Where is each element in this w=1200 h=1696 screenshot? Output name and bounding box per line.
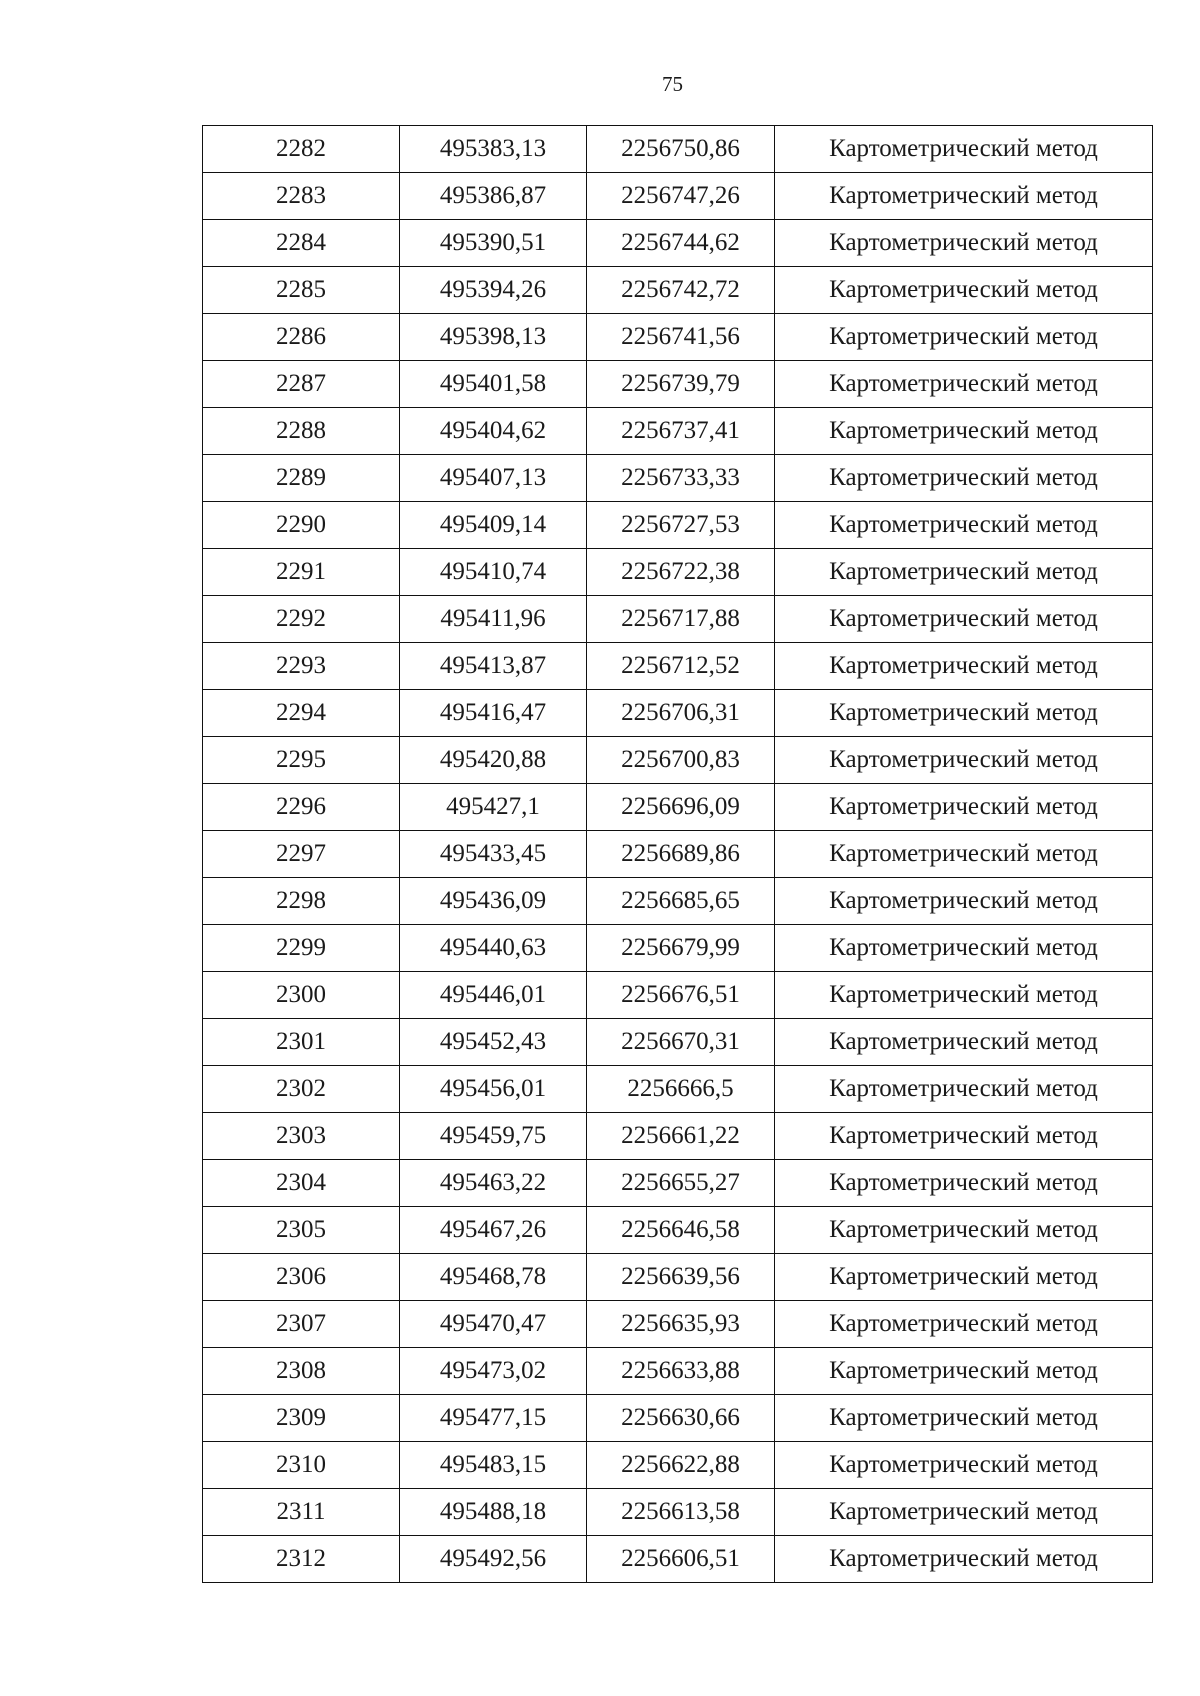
table-row	[203, 972, 1153, 1019]
point-number-cell: 2305	[203, 1207, 400, 1254]
point-number-cell: 2300	[203, 972, 400, 1019]
table-row	[203, 1019, 1153, 1066]
method-cell: Картометрический метод	[775, 1489, 1153, 1536]
y-coordinate-cell: 2256622,88	[587, 1442, 775, 1489]
y-coordinate-cell: 2256633,88	[587, 1348, 775, 1395]
point-number-cell: 2297	[203, 831, 400, 878]
table-row	[203, 502, 1153, 549]
point-number-cell: 2304	[203, 1160, 400, 1207]
x-coordinate-cell: 495390,51	[400, 220, 587, 267]
table-row	[203, 408, 1153, 455]
y-coordinate-cell: 2256700,83	[587, 737, 775, 784]
point-number-cell: 2282	[203, 126, 400, 173]
point-number-cell: 2312	[203, 1536, 400, 1583]
method-cell: Картометрический метод	[775, 361, 1153, 408]
table-row	[203, 1066, 1153, 1113]
x-coordinate-cell: 495383,13	[400, 126, 587, 173]
method-cell: Картометрический метод	[775, 690, 1153, 737]
y-coordinate-cell: 2256606,51	[587, 1536, 775, 1583]
y-coordinate-cell: 2256676,51	[587, 972, 775, 1019]
method-cell: Картометрический метод	[775, 126, 1153, 173]
y-coordinate-cell: 2256670,31	[587, 1019, 775, 1066]
x-coordinate-cell: 495459,75	[400, 1113, 587, 1160]
method-cell: Картометрический метод	[775, 784, 1153, 831]
method-cell: Картометрический метод	[775, 737, 1153, 784]
x-coordinate-cell: 495477,15	[400, 1395, 587, 1442]
x-coordinate-cell: 495440,63	[400, 925, 587, 972]
y-coordinate-cell: 2256722,38	[587, 549, 775, 596]
method-cell: Картометрический метод	[775, 1207, 1153, 1254]
point-number-cell: 2310	[203, 1442, 400, 1489]
method-cell: Картометрический метод	[775, 1066, 1153, 1113]
point-number-cell: 2308	[203, 1348, 400, 1395]
table-row	[203, 737, 1153, 784]
method-cell: Картометрический метод	[775, 1395, 1153, 1442]
point-number-cell: 2303	[203, 1113, 400, 1160]
point-number-cell: 2302	[203, 1066, 400, 1113]
y-coordinate-cell: 2256679,99	[587, 925, 775, 972]
x-coordinate-cell: 495483,15	[400, 1442, 587, 1489]
method-cell: Картометрический метод	[775, 549, 1153, 596]
y-coordinate-cell: 2256744,62	[587, 220, 775, 267]
method-cell: Картометрический метод	[775, 408, 1153, 455]
method-cell: Картометрический метод	[775, 972, 1153, 1019]
point-number-cell: 2292	[203, 596, 400, 643]
y-coordinate-cell: 2256741,56	[587, 314, 775, 361]
method-cell: Картометрический метод	[775, 455, 1153, 502]
method-cell: Картометрический метод	[775, 1019, 1153, 1066]
table-row	[203, 1536, 1153, 1583]
table-row	[203, 1348, 1153, 1395]
y-coordinate-cell: 2256727,53	[587, 502, 775, 549]
table-row	[203, 690, 1153, 737]
table-row	[203, 455, 1153, 502]
table-row	[203, 1113, 1153, 1160]
method-cell: Картометрический метод	[775, 502, 1153, 549]
table-body	[203, 126, 1153, 1583]
method-cell: Картометрический метод	[775, 267, 1153, 314]
table-row	[203, 314, 1153, 361]
point-number-cell: 2291	[203, 549, 400, 596]
x-coordinate-cell: 495433,45	[400, 831, 587, 878]
y-coordinate-cell: 2256737,41	[587, 408, 775, 455]
point-number-cell: 2289	[203, 455, 400, 502]
y-coordinate-cell: 2256661,22	[587, 1113, 775, 1160]
point-number-cell: 2309	[203, 1395, 400, 1442]
method-cell: Картометрический метод	[775, 1348, 1153, 1395]
table-row	[203, 361, 1153, 408]
x-coordinate-cell: 495413,87	[400, 643, 587, 690]
x-coordinate-cell: 495456,01	[400, 1066, 587, 1113]
method-cell: Картометрический метод	[775, 643, 1153, 690]
method-cell: Картометрический метод	[775, 220, 1153, 267]
y-coordinate-cell: 2256613,58	[587, 1489, 775, 1536]
table-row	[203, 126, 1153, 173]
y-coordinate-cell: 2256685,65	[587, 878, 775, 925]
table-row	[203, 173, 1153, 220]
method-cell: Картометрический метод	[775, 1113, 1153, 1160]
x-coordinate-cell: 495470,47	[400, 1301, 587, 1348]
method-cell: Картометрический метод	[775, 1160, 1153, 1207]
point-number-cell: 2298	[203, 878, 400, 925]
y-coordinate-cell: 2256646,58	[587, 1207, 775, 1254]
point-number-cell: 2311	[203, 1489, 400, 1536]
table-row	[203, 1395, 1153, 1442]
point-number-cell: 2295	[203, 737, 400, 784]
point-number-cell: 2285	[203, 267, 400, 314]
table-row	[203, 220, 1153, 267]
point-number-cell: 2286	[203, 314, 400, 361]
x-coordinate-cell: 495407,13	[400, 455, 587, 502]
method-cell: Картометрический метод	[775, 831, 1153, 878]
x-coordinate-cell: 495463,22	[400, 1160, 587, 1207]
method-cell: Картометрический метод	[775, 1536, 1153, 1583]
table-row	[203, 596, 1153, 643]
point-number-cell: 2294	[203, 690, 400, 737]
y-coordinate-cell: 2256712,52	[587, 643, 775, 690]
table-row	[203, 1442, 1153, 1489]
x-coordinate-cell: 495409,14	[400, 502, 587, 549]
method-cell: Картометрический метод	[775, 1254, 1153, 1301]
table-row	[203, 267, 1153, 314]
x-coordinate-cell: 495410,74	[400, 549, 587, 596]
y-coordinate-cell: 2256666,5	[587, 1066, 775, 1113]
point-number-cell: 2296	[203, 784, 400, 831]
x-coordinate-cell: 495468,78	[400, 1254, 587, 1301]
point-number-cell: 2293	[203, 643, 400, 690]
table-row	[203, 1207, 1153, 1254]
x-coordinate-cell: 495488,18	[400, 1489, 587, 1536]
method-cell: Картометрический метод	[775, 173, 1153, 220]
table-row	[203, 925, 1153, 972]
x-coordinate-cell: 495446,01	[400, 972, 587, 1019]
table-row	[203, 643, 1153, 690]
x-coordinate-cell: 495386,87	[400, 173, 587, 220]
method-cell: Картометрический метод	[775, 314, 1153, 361]
method-cell: Картометрический метод	[775, 925, 1153, 972]
table-row	[203, 1301, 1153, 1348]
point-number-cell: 2306	[203, 1254, 400, 1301]
point-number-cell: 2299	[203, 925, 400, 972]
table-row	[203, 878, 1153, 925]
y-coordinate-cell: 2256739,79	[587, 361, 775, 408]
table-row	[203, 784, 1153, 831]
point-number-cell: 2283	[203, 173, 400, 220]
method-cell: Картометрический метод	[775, 1442, 1153, 1489]
table-row	[203, 1489, 1153, 1536]
point-number-cell: 2290	[203, 502, 400, 549]
page-number: 75	[662, 72, 683, 96]
x-coordinate-cell: 495394,26	[400, 267, 587, 314]
x-coordinate-cell: 495404,62	[400, 408, 587, 455]
x-coordinate-cell: 495416,47	[400, 690, 587, 737]
x-coordinate-cell: 495467,26	[400, 1207, 587, 1254]
point-number-cell: 2284	[203, 220, 400, 267]
table-row	[203, 1254, 1153, 1301]
y-coordinate-cell: 2256639,56	[587, 1254, 775, 1301]
table-row	[203, 1160, 1153, 1207]
y-coordinate-cell: 2256742,72	[587, 267, 775, 314]
x-coordinate-cell: 495473,02	[400, 1348, 587, 1395]
x-coordinate-cell: 495452,43	[400, 1019, 587, 1066]
x-coordinate-cell: 495398,13	[400, 314, 587, 361]
y-coordinate-cell: 2256717,88	[587, 596, 775, 643]
y-coordinate-cell: 2256655,27	[587, 1160, 775, 1207]
y-coordinate-cell: 2256706,31	[587, 690, 775, 737]
y-coordinate-cell: 2256733,33	[587, 455, 775, 502]
y-coordinate-cell: 2256635,93	[587, 1301, 775, 1348]
y-coordinate-cell: 2256747,26	[587, 173, 775, 220]
y-coordinate-cell: 2256630,66	[587, 1395, 775, 1442]
method-cell: Картометрический метод	[775, 878, 1153, 925]
point-number-cell: 2307	[203, 1301, 400, 1348]
method-cell: Картометрический метод	[775, 1301, 1153, 1348]
x-coordinate-cell: 495420,88	[400, 737, 587, 784]
point-number-cell: 2287	[203, 361, 400, 408]
coordinates-table	[202, 125, 1153, 1583]
x-coordinate-cell: 495401,58	[400, 361, 587, 408]
x-coordinate-cell: 495411,96	[400, 596, 587, 643]
y-coordinate-cell: 2256689,86	[587, 831, 775, 878]
table-row	[203, 831, 1153, 878]
y-coordinate-cell: 2256696,09	[587, 784, 775, 831]
method-cell: Картометрический метод	[775, 596, 1153, 643]
y-coordinate-cell: 2256750,86	[587, 126, 775, 173]
point-number-cell: 2288	[203, 408, 400, 455]
table-row	[203, 549, 1153, 596]
point-number-cell: 2301	[203, 1019, 400, 1066]
x-coordinate-cell: 495492,56	[400, 1536, 587, 1583]
x-coordinate-cell: 495436,09	[400, 878, 587, 925]
x-coordinate-cell: 495427,1	[400, 784, 587, 831]
